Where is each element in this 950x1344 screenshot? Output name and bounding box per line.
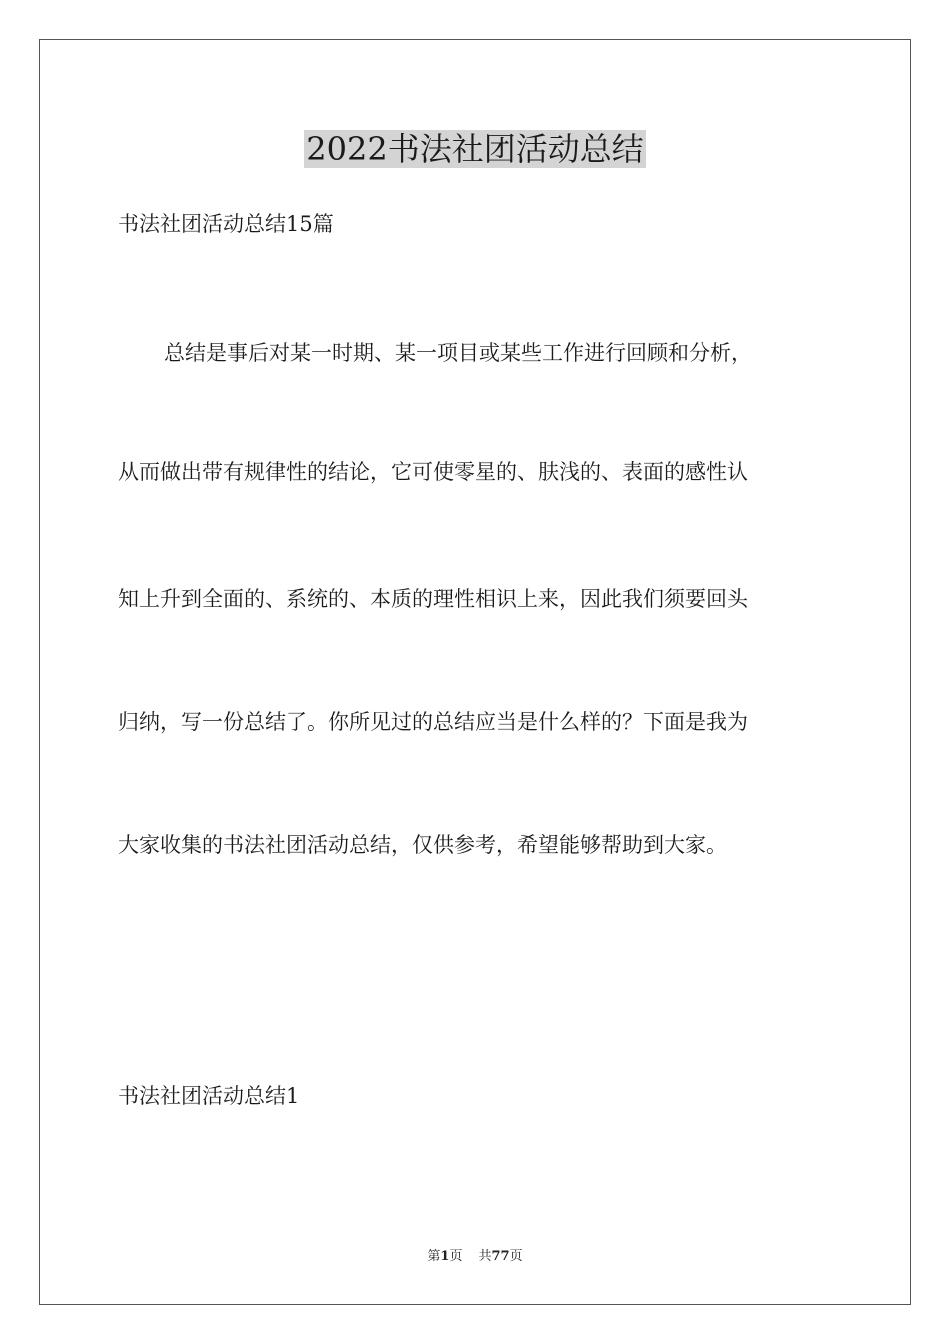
page-footer	[0, 1248, 950, 1266]
total-label-suffix: 页	[509, 1249, 523, 1264]
intro-line-1: 总结是事后对某一时期、某一项目或某些工作进行回顾和分析，	[164, 341, 752, 365]
intro-line-2: 从而做出带有规律性的结论，它可使零星的、肤浅的、表面的感性认	[118, 460, 748, 484]
intro-line-5: 大家收集的书法社团活动总结，仅供参考，希望能够帮助到大家。	[118, 833, 727, 857]
current-page-number: 1	[440, 1249, 450, 1264]
intro-line-3: 知上升到全面的、系统的、本质的理性相识上来，因此我们须要回头	[118, 587, 748, 611]
document-title	[0, 127, 950, 171]
page-label-suffix: 页	[449, 1249, 463, 1264]
page-label-prefix: 第	[427, 1249, 441, 1264]
intro-line-4: 归纳，写一份总结了。你所见过的总结应当是什么样的？下面是我为	[118, 710, 748, 734]
document-title-text: 2022书法社团活动总结	[306, 130, 644, 168]
section-heading: 书法社团活动总结1	[118, 1084, 300, 1108]
document-subtitle: 书法社团活动总结15篇	[118, 212, 334, 236]
total-label-prefix: 共	[478, 1249, 492, 1264]
total-pages-number: 77	[491, 1249, 510, 1264]
